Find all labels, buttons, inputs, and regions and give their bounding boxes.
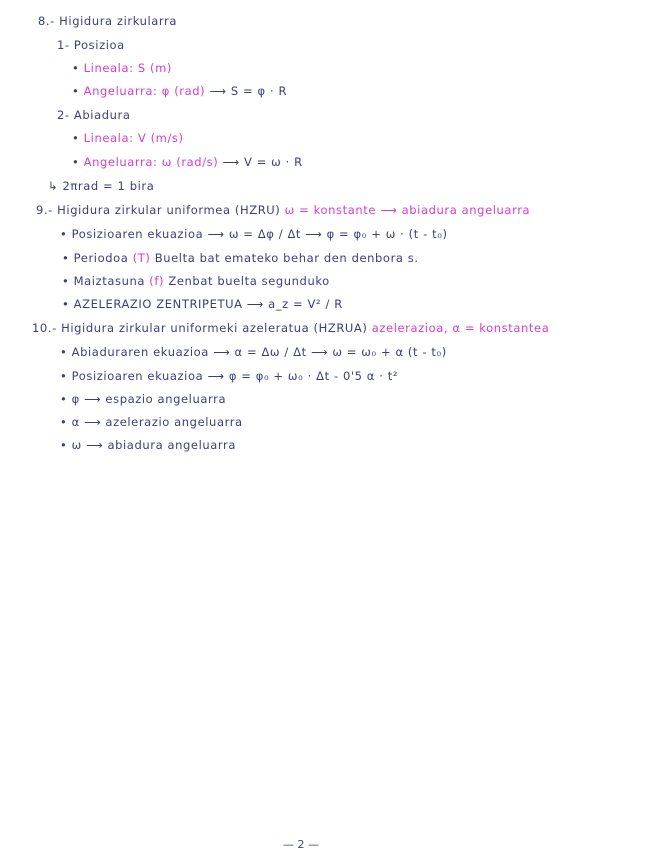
linear-label: Lineala: bbox=[83, 131, 134, 145]
linear-label: Lineala: bbox=[83, 61, 134, 75]
angular-value: ω (rad/s) bbox=[161, 155, 219, 169]
definition-angular-acceleration: • α ⟶ azelerazio angeluarra bbox=[60, 415, 243, 429]
position-equation-10-text: Posizioaren ekuazioa ⟶ φ = φ₀ + ω₀ · Δt - 0'5 α · t² bbox=[71, 369, 399, 383]
frequency-text: Zenbat buelta segunduko bbox=[168, 274, 330, 288]
page-number: — 2 — bbox=[283, 838, 319, 851]
position-heading: 1- Posizioa bbox=[57, 38, 125, 52]
velocity-angular: • Angeluarra: ω (rad/s) ⟶ V = ω · R bbox=[72, 155, 303, 169]
definition-1: φ ⟶ espazio angeluarra bbox=[71, 392, 227, 406]
definition-2: α ⟶ azelerazio angeluarra bbox=[71, 415, 243, 429]
section-10-note: azelerazioa, α = konstantea bbox=[371, 321, 550, 335]
turn-relation: ↳ 2πrad = 1 bira bbox=[48, 179, 155, 193]
frequency-symbol: (f) bbox=[149, 274, 165, 288]
linear-value: V (m/s) bbox=[137, 131, 184, 145]
velocity-heading: 2- Abiadura bbox=[57, 108, 131, 122]
section-8-title: 8.- Higidura zirkularra bbox=[38, 14, 178, 28]
velocity-linear: • Lineala: V (m/s) bbox=[72, 131, 184, 145]
definition-3: ω ⟶ abiadura angeluarra bbox=[71, 438, 237, 452]
definition-angular-space: • φ ⟶ espazio angeluarra bbox=[60, 392, 227, 406]
velocity-equation: • Abiaduraren ekuazioa ⟶ α = Δω / Δt ⟶ ω = ω₀ + α (t - t₀) bbox=[60, 345, 447, 359]
position-equation-text: Posizioaren ekuazioa ⟶ ω = Δφ / Δt ⟶ φ = φ₀ + ω · (t - t₀) bbox=[71, 227, 448, 241]
centripetal-acceleration: • AZELERAZIO ZENTRIPETUA ⟶ a_z = V² / R bbox=[62, 297, 343, 311]
position-linear: • Lineala: S (m) bbox=[72, 61, 172, 75]
section-9-title-line bbox=[36, 203, 530, 217]
period-line: • Periodoa (T) Buelta bat emateko behar den denbora s. bbox=[62, 251, 419, 265]
linear-value: S (m) bbox=[137, 61, 172, 75]
definition-angular-velocity: • ω ⟶ abiadura angeluarra bbox=[60, 438, 237, 452]
section-10-title: 10.- Higidura zirkular uniformeki azeleratua (HZRUA) bbox=[32, 321, 368, 335]
section-10-title-line bbox=[32, 321, 549, 335]
frequency-line: • Maiztasuna (f) Zenbat buelta segunduko bbox=[62, 274, 330, 288]
angular-label: Angeluarra: bbox=[83, 84, 158, 98]
centripetal-text: AZELERAZIO ZENTRIPETUA ⟶ a_z = V² / R bbox=[73, 297, 343, 311]
angular-label: Angeluarra: bbox=[83, 155, 158, 169]
position-equation: • Posizioaren ekuazioa ⟶ ω = Δφ / Δt ⟶ φ = φ₀ + ω · (t - t₀) bbox=[60, 227, 448, 241]
position-angular: • Angeluarra: φ (rad) ⟶ S = φ · R bbox=[72, 84, 288, 98]
period-label: Periodoa bbox=[73, 251, 129, 265]
section-9-title: 9.- Higidura zirkular uniformea (HZRU) bbox=[36, 203, 281, 217]
angular-value: φ (rad) bbox=[161, 84, 206, 98]
period-text: Buelta bat emateko behar den denbora s. bbox=[154, 251, 419, 265]
angular-relation: ⟶ S = φ · R bbox=[209, 84, 288, 98]
section-9-note: ω = konstante ⟶ abiadura angeluarra bbox=[284, 203, 531, 217]
position-equation-10: • Posizioaren ekuazioa ⟶ φ = φ₀ + ω₀ · Δt - 0'5 α · t² bbox=[60, 369, 399, 383]
period-symbol: (T) bbox=[132, 251, 151, 265]
velocity-equation-text: Abiaduraren ekuazioa ⟶ α = Δω / Δt ⟶ ω = ω₀ + α (t - t₀) bbox=[71, 345, 447, 359]
angular-relation: ⟶ V = ω · R bbox=[222, 155, 303, 169]
frequency-label: Maiztasuna bbox=[73, 274, 146, 288]
